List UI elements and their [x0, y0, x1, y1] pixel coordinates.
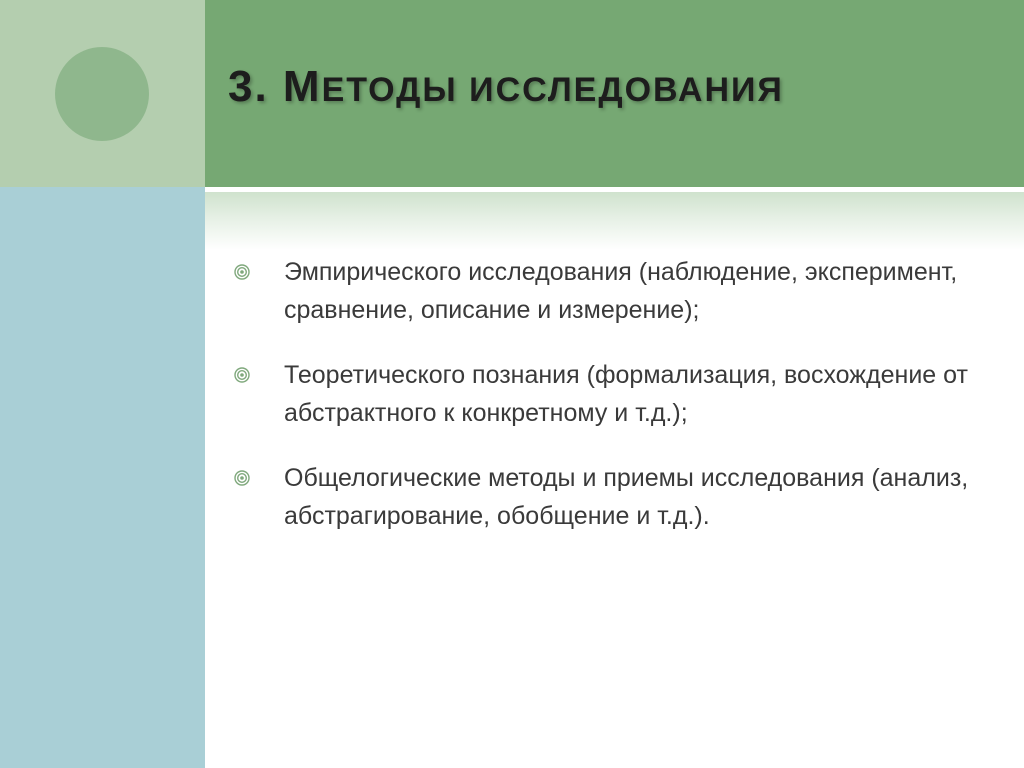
concentric-circle-bullet-icon	[234, 367, 250, 383]
title-rest: ЕТОДЫ ИССЛЕДОВАНИЯ	[321, 71, 784, 109]
concentric-circle-bullet-icon	[234, 264, 250, 280]
concentric-circle-bullet-icon	[234, 470, 250, 486]
bullet-item-theoretical	[232, 356, 972, 432]
decorative-circle	[55, 47, 149, 141]
bullet-text: Эмпирического исследования (наблюдение, эксперимент, сравнение, описание и измерение);	[284, 258, 958, 324]
title-initial: М	[282, 62, 322, 111]
side-band	[0, 187, 205, 768]
title-number: 3.	[228, 62, 283, 111]
bullet-item-empirical	[232, 253, 972, 329]
slide-title	[228, 62, 784, 112]
bullet-text: Общелогические методы и приемы исследования (анализ, абстрагирование, обобщение и т.д.).	[284, 464, 969, 530]
bullet-list	[232, 253, 972, 562]
bullet-text: Теоретического познания (формализация, восхождение от абстрактного к конкретному и т.д.);	[284, 361, 968, 427]
bullet-item-general-logical	[232, 459, 972, 535]
header-gradient	[205, 192, 1024, 250]
